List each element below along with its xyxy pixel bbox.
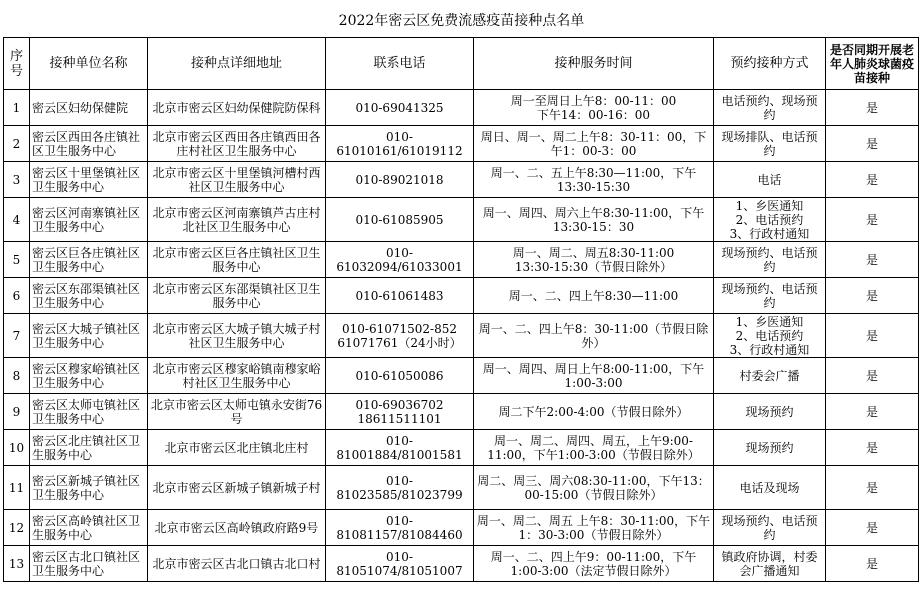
booking-method: 现场预约、电话预约 [714,510,826,546]
service-hours: 周一、二、四上午9：00-11:00，下午1:00-3:00（法定节假日除外） [474,546,714,582]
site-address: 北京市密云区西田各庄镇西田各庄村社区卫生服务中心 [148,126,326,162]
unit-name: 密云区妇幼保健院 [30,90,148,126]
site-address: 北京市密云区古北口镇古北口村 [148,546,326,582]
unit-name: 密云区太师屯镇社区卫生服务中心 [30,394,148,430]
site-address: 北京市密云区十里堡镇河槽村西社区卫生服务中心 [148,162,326,198]
header-booking-method: 预约接种方式 [714,38,826,90]
service-hours: 周一、周四、周日上午8:00-11:00，下午1:00-3:00 [474,358,714,394]
phone-number: 010-89021018 [326,162,474,198]
phone-number: 010-69041325 [326,90,474,126]
booking-method: 电话及现场 [714,466,826,510]
document-title: 2022年密云区免费流感疫苗接种点名单 [338,13,585,29]
site-address: 北京市密云区太师屯镇永安街76号 [148,394,326,430]
pneumococcal-flag: 是 [826,314,919,358]
table-row [4,430,919,466]
header-phone: 联系电话 [326,38,474,90]
pneumococcal-flag: 是 [826,198,919,242]
table-row [4,358,919,394]
booking-method: 现场预约 [714,430,826,466]
site-address: 北京市密云区大城子镇大城子村社区卫生服务中心 [148,314,326,358]
vaccination-sites-table [3,37,919,582]
phone-number: 010-81081157/81084460 [326,510,474,546]
phone-number: 010-61061483 [326,278,474,314]
table-row [4,278,919,314]
unit-name: 密云区高岭镇社区卫生服务中心 [30,510,148,546]
row-number: 11 [4,466,30,510]
service-hours: 周一、二、四上午8：30-11:00（节假日除外） [474,314,714,358]
booking-method: 村委会广播 [714,358,826,394]
unit-name: 密云区大城子镇社区卫生服务中心 [30,314,148,358]
header-unit-name: 接种单位名称 [30,38,148,90]
booking-method: 现场预约、电话预约 [714,242,826,278]
row-number: 6 [4,278,30,314]
service-hours: 周一、二、四上午8:30—11:00 [474,278,714,314]
unit-name: 密云区西田各庄镇社区卫生服务中心 [30,126,148,162]
service-hours: 周一、周二、周五 上午8：30-11:00，下午1：30-3:00（节假日除外） [474,510,714,546]
table-row [4,314,919,358]
phone-number: 010-81051074/81051007 [326,546,474,582]
service-hours: 周日、周一、周二上午8：30-11：00，下午1：00-3：00 [474,126,714,162]
table-row [4,510,919,546]
booking-method: 电话 [714,162,826,198]
phone-number: 010-61050086 [326,358,474,394]
table-row [4,90,919,126]
booking-method: 现场预约 [714,394,826,430]
header-no: 序号 [4,38,30,90]
unit-name: 密云区穆家峪镇社区卫生服务中心 [30,358,148,394]
row-number: 4 [4,198,30,242]
booking-method: 1、乡医通知 2、电话预约 3、行政村通知 [714,198,826,242]
service-hours: 周一至周日上午8：00-11：00 下午14：00-16：00 [474,90,714,126]
unit-name: 密云区东邵渠镇社区卫生服务中心 [30,278,148,314]
phone-number: 010-61032094/61033001 [326,242,474,278]
unit-name: 密云区十里堡镇社区卫生服务中心 [30,162,148,198]
unit-name: 密云区巨各庄镇社区卫生服务中心 [30,242,148,278]
table-row [4,546,919,582]
pneumococcal-flag: 是 [826,546,919,582]
row-number: 2 [4,126,30,162]
phone-number: 010-61085905 [326,198,474,242]
table-row [4,242,919,278]
pneumococcal-flag: 是 [826,242,919,278]
pneumococcal-flag: 是 [826,90,919,126]
unit-name: 密云区河南寨镇社区卫生服务中心 [30,198,148,242]
service-hours: 周一、周四、周六上午8:30-11:00，下午13:30-15：30 [474,198,714,242]
header-service-hours: 接种服务时间 [474,38,714,90]
site-address: 北京市密云区穆家峪镇南穆家峪村社区卫生服务中心 [148,358,326,394]
pneumococcal-flag: 是 [826,278,919,314]
phone-number: 010-81023585/81023799 [326,466,474,510]
header-row [4,38,919,90]
phone-number: 010-81001884/81001581 [326,430,474,466]
header-pneumococcal: 是否同期开展老年人肺炎球菌疫苗接种 [826,38,919,90]
unit-name: 密云区北庄镇社区卫生服务中心 [30,430,148,466]
service-hours: 周二、周三、周六08:30-11:00，下午13：00-15:00（节假日除外） [474,466,714,510]
pneumococcal-flag: 是 [826,466,919,510]
unit-name: 密云区新城子镇社区卫生服务中心 [30,466,148,510]
service-hours: 周一、周二、周五8:30-11:00 13:30-15:30（节假日除外） [474,242,714,278]
row-number: 12 [4,510,30,546]
phone-number: 010-61071502-852 61071761（24小时） [326,314,474,358]
pneumococcal-flag: 是 [826,510,919,546]
table-row [4,394,919,430]
pneumococcal-flag: 是 [826,358,919,394]
booking-method: 镇政府协调，村委会广播通知 [714,546,826,582]
booking-method: 1、乡医通知 2、电话预约 3、行政村通知 [714,314,826,358]
row-number: 9 [4,394,30,430]
row-number: 8 [4,358,30,394]
row-number: 13 [4,546,30,582]
unit-name: 密云区古北口镇社区卫生服务中心 [30,546,148,582]
phone-number: 010-61010161/61019112 [326,126,474,162]
phone-number: 010-69036702 18611511101 [326,394,474,430]
site-address: 北京市密云区巨各庄镇社区卫生服务中心 [148,242,326,278]
table-row [4,466,919,510]
table-row [4,162,919,198]
row-number: 1 [4,90,30,126]
site-address: 北京市密云区北庄镇北庄村 [148,430,326,466]
row-number: 3 [4,162,30,198]
site-address: 北京市密云区高岭镇政府路9号 [148,510,326,546]
table-row [4,126,919,162]
booking-method: 电话预约、现场预约 [714,90,826,126]
site-address: 北京市密云区妇幼保健院防保科 [148,90,326,126]
site-address: 北京市密云区河南寨镇芦古庄村北社区卫生服务中心 [148,198,326,242]
service-hours: 周二下午2:00-4:00（节假日除外） [474,394,714,430]
table-row [4,198,919,242]
service-hours: 周一、二、五上午8:30—11:00，下午13:30-15:30 [474,162,714,198]
pneumococcal-flag: 是 [826,394,919,430]
pneumococcal-flag: 是 [826,162,919,198]
header-address: 接种点详细地址 [148,38,326,90]
row-number: 7 [4,314,30,358]
row-number: 5 [4,242,30,278]
row-number: 10 [4,430,30,466]
pneumococcal-flag: 是 [826,430,919,466]
service-hours: 周一、周二、周四、周五，上午9:00-11:00，下午1:00-3:00（节假日除外） [474,430,714,466]
site-address: 北京市密云区东邵渠镇社区卫生服务中心 [148,278,326,314]
booking-method: 现场排队、电话预约 [714,126,826,162]
site-address: 北京市密云区新城子镇新城子村 [148,466,326,510]
pneumococcal-flag: 是 [826,126,919,162]
booking-method: 现场预约、电话预约 [714,278,826,314]
